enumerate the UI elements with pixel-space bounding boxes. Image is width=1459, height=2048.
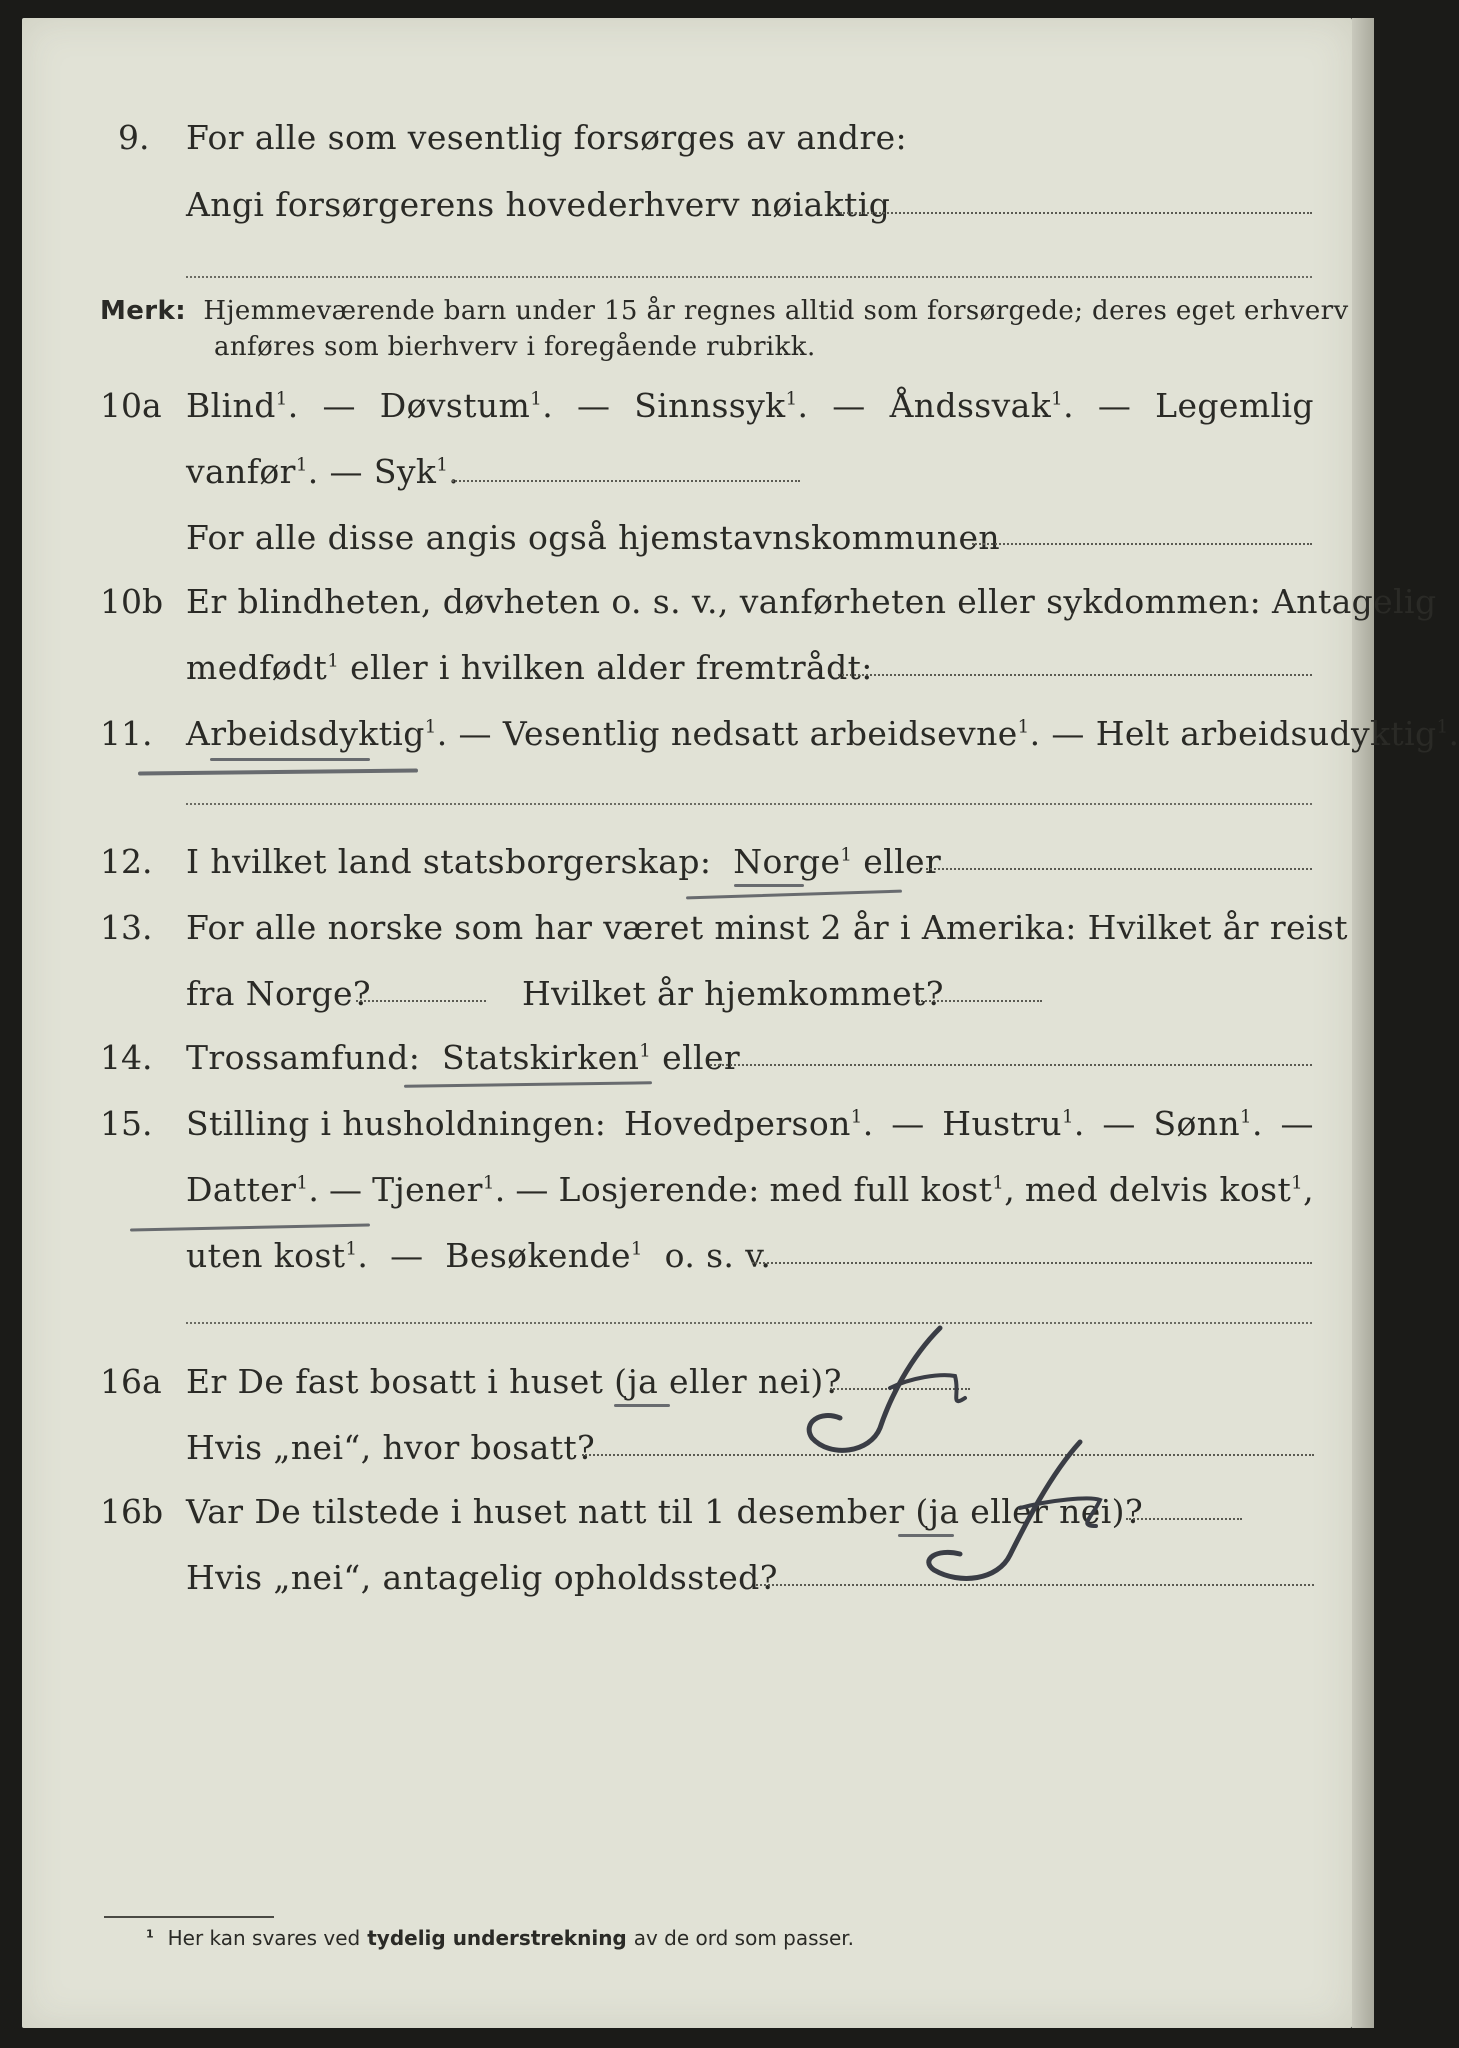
q14-number: 14.	[100, 1038, 153, 1077]
q9-line2: Angi forsørgerens hovederhverv nøiaktig	[186, 185, 891, 224]
opt-norge[interactable]: Norge$^1$	[733, 842, 853, 881]
opt-full-kost[interactable]: med full kost$^1$,	[769, 1170, 1016, 1209]
q13-hjemkommet-answer-line[interactable]	[918, 1000, 1042, 1002]
footnote-rule	[104, 1916, 274, 1918]
q10b-answer-line[interactable]	[838, 674, 1312, 676]
q11-handwritten-underline2	[210, 758, 370, 761]
opt-dovstum[interactable]: Døvstum$^1$.	[379, 386, 554, 425]
opt-datter[interactable]: Datter$^1$.	[186, 1170, 320, 1209]
q11-separator	[186, 803, 1312, 805]
opt-arbeidsdyktig[interactable]: Arbeidsdyktig$^1$.	[186, 714, 448, 753]
q12-handwritten-underline2	[734, 884, 804, 887]
q16a-line2: Hvis „nei“, hvor bosatt?	[186, 1428, 596, 1467]
merk-line2: anføres som bierhverv i foregående rubrikk.	[214, 332, 816, 362]
q13-reist-answer-line[interactable]	[356, 1000, 486, 1002]
q16a-line1: Er De fast bosatt i huset (ja eller nei)?	[186, 1362, 842, 1401]
q15-row1: Stilling i husholdningen: Hovedperson$^1$. — Hustru$^1$. — Sønn$^1$. —	[186, 1104, 1314, 1143]
opt-uten-kost[interactable]: uten kost$^1$.	[186, 1236, 369, 1275]
q13-line2b: Hvilket år hjemkommet?	[522, 974, 944, 1013]
opt-andssvak[interactable]: Åndssvak$^1$.	[889, 386, 1074, 425]
opt-legemlig[interactable]: Legemlig	[1155, 386, 1314, 425]
q14-line: Trossamfund: Statskirken$^1$ eller	[186, 1038, 741, 1077]
merk-label: Merk:	[100, 296, 187, 326]
q9-answer-line[interactable]	[840, 212, 1312, 214]
q10a-number: 10a	[100, 386, 162, 425]
q16b-line2: Hvis „nei“, antagelig opholdssted?	[186, 1558, 778, 1597]
q14-answer-line[interactable]	[710, 1064, 1312, 1066]
merk-note	[100, 296, 1349, 326]
q10a-options-row1: Blind$^1$. — Døvstum$^1$. — Sinnssyk$^1$. — Åndssvak$^1$. — Legemlig	[186, 386, 1314, 425]
q15-row3: uten kost$^1$. — Besøkende$^1$ o. s. v.	[186, 1236, 772, 1275]
footnote: $^1$ Her kan svares ved tydelig understrekning av de ord som passer.	[146, 1926, 855, 1950]
opt-sonn[interactable]: Sønn$^1$.	[1153, 1104, 1263, 1143]
opt-blind[interactable]: Blind$^1$.	[186, 386, 299, 425]
opt-syk[interactable]: Syk$^1$.	[373, 452, 460, 491]
q12-number: 12.	[100, 842, 153, 881]
opt-delvis-kost[interactable]: med delvis kost$^1$,	[1024, 1170, 1314, 1209]
q16b-answer-line[interactable]	[1126, 1518, 1242, 1520]
opt-udyktig[interactable]: Helt arbeidsudyktig$^1$.	[1095, 714, 1459, 753]
q9-line1: For alle som vesentlig forsørges av andre:	[186, 118, 908, 157]
q11-options: Arbeidsdyktig$^1$. — Vesentlig nedsatt arbeidsevne$^1$. — Helt arbeidsudyktig$^1$.	[186, 714, 1459, 753]
q13-number: 13.	[100, 908, 153, 947]
q16b-line1: Var De tilstede i huset natt til 1 desember (ja eller nei)?	[186, 1492, 1144, 1531]
q10b-line1: Er blindheten, døvheten o. s. v., vanførheten eller sykdommen: Antagelig	[186, 582, 1437, 621]
q11-number: 11.	[100, 714, 153, 753]
opt-sinnssyk[interactable]: Sinnssyk$^1$.	[634, 386, 809, 425]
q12-answer-line[interactable]	[926, 868, 1312, 870]
q15-number: 15.	[100, 1104, 153, 1143]
q12-line: I hvilket land statsborgerskap: Norge$^1$ eller	[186, 842, 942, 881]
opt-medfodt[interactable]: medfødt$^1$	[186, 648, 340, 687]
opt-besokende[interactable]: Besøkende$^1$	[445, 1236, 643, 1275]
opt-vanfor[interactable]: vanfør$^1$.	[186, 452, 319, 491]
q16a-number: 16a	[100, 1362, 162, 1401]
q13-line1: For alle norske som har været minst 2 år i Amerika: Hvilket år reist	[186, 908, 1348, 947]
q10a-syk-answer-line[interactable]	[452, 480, 800, 482]
q16b-number: 16b	[100, 1492, 164, 1531]
q15-row2: Datter$^1$. — Tjener$^1$. — Losjerende: med full kost$^1$, med delvis kost$^1$,	[186, 1170, 1314, 1209]
merk-line1: Hjemmeværende barn under 15 år regnes alltid som forsørgede; deres eget erhverv	[203, 296, 1349, 326]
q9-number: 9.	[118, 118, 150, 157]
q10a-options-row2: vanfør$^1$. — Syk$^1$.	[186, 452, 460, 491]
page-edge	[1352, 18, 1374, 2028]
q13-line2a: fra Norge?	[186, 974, 372, 1013]
q15-answer-line[interactable]	[752, 1262, 1312, 1264]
q10a-line3: For alle disse angis også hjemstavnskommunen	[186, 518, 1001, 557]
opt-statskirken[interactable]: Statskirken$^1$	[442, 1038, 652, 1077]
q9-separator	[186, 276, 1312, 278]
opt-nedsatt[interactable]: Vesentlig nedsatt arbeidsevne$^1$.	[502, 714, 1041, 753]
q15-separator	[186, 1322, 1312, 1324]
opt-tjener[interactable]: Tjener$^1$.	[372, 1170, 506, 1209]
q16b-handwritten-ja	[900, 1430, 1130, 1590]
q10b-number: 10b	[100, 582, 164, 621]
q16a-ja-underline	[614, 1404, 670, 1407]
q10b-line2: medfødt$^1$ eller i hvilken alder fremtrådt:	[186, 648, 873, 687]
opt-hustru[interactable]: Hustru$^1$.	[942, 1104, 1085, 1143]
q10a-kommune-answer-line[interactable]	[972, 543, 1312, 545]
opt-hovedperson[interactable]: Hovedperson$^1$.	[623, 1104, 874, 1143]
